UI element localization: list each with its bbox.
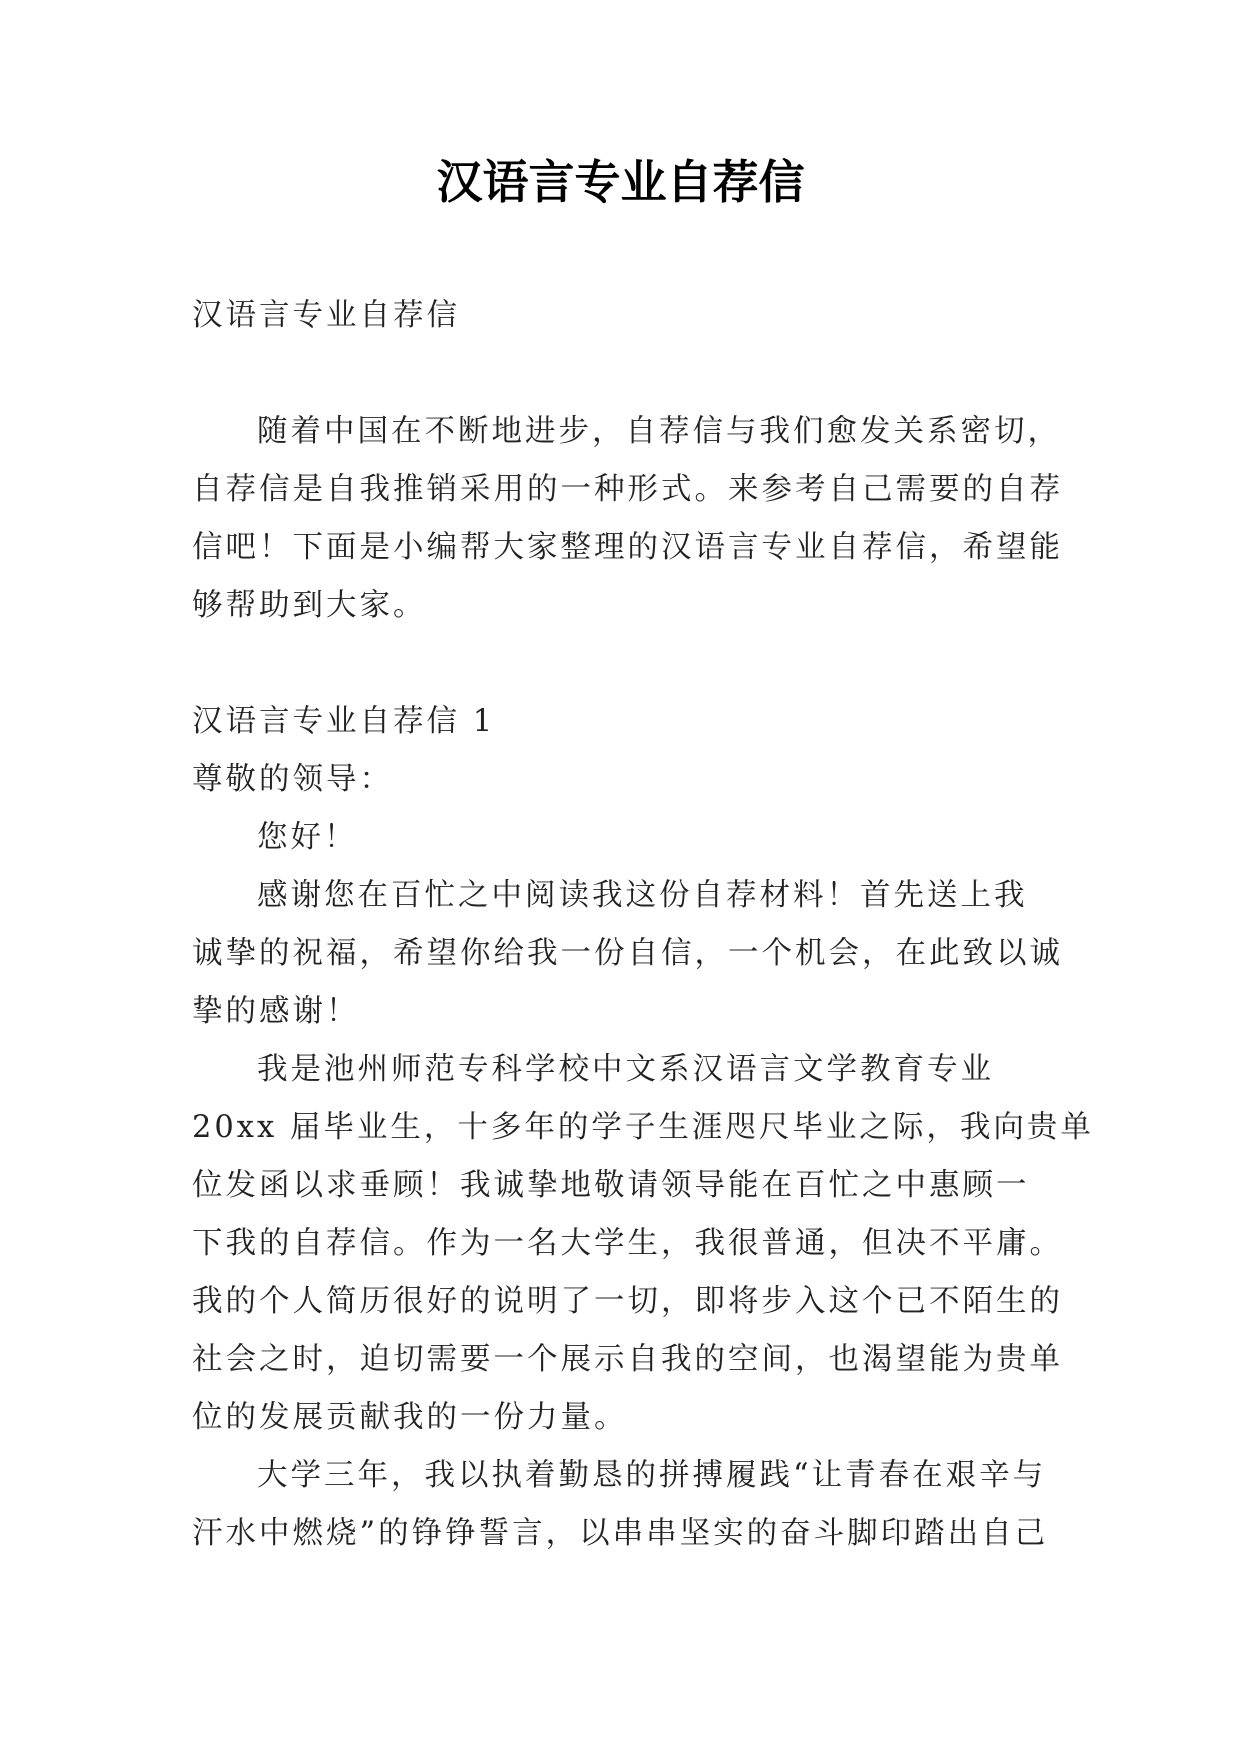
body-line: 汗水中燃烧”的铮铮誓言，以串串坚实的奋斗脚印踏出自己	[192, 1516, 1049, 1551]
section-heading: 汉语言专业自荐信 1	[192, 704, 496, 739]
intro-line: 够帮助到大家。	[192, 588, 427, 623]
salutation: 尊敬的领导：	[192, 762, 393, 797]
body-line: 社会之时，迫切需要一个展示自我的空间，也渴望能为贵单	[192, 1342, 1063, 1377]
document-subtitle: 汉语言专业自荐信	[192, 298, 460, 333]
body-line: 我是池州师范专科学校中文系汉语言文学教育专业	[257, 1052, 994, 1087]
document-title: 汉语言专业自荐信	[436, 155, 805, 209]
body-line: 位发函以求垂顾！我诚挚地敬请领导能在百忙之中惠顾一	[192, 1168, 1030, 1203]
body-line: 20xx 届毕业生，十多年的学子生涯咫尺毕业之际，我向贵单	[192, 1110, 1094, 1145]
body-line: 位的发展贡献我的一份力量。	[192, 1400, 628, 1435]
intro-line: 随着中国在不断地进步，自荐信与我们愈发关系密切，	[257, 414, 1061, 449]
body-line: 诚挚的祝福，希望你给我一份自信，一个机会，在此致以诚	[192, 936, 1063, 971]
body-line: 感谢您在百忙之中阅读我这份自荐材料！首先送上我	[257, 878, 1028, 913]
body-line: 我的个人简历很好的说明了一切，即将步入这个已不陌生的	[192, 1284, 1063, 1319]
intro-line: 自荐信是自我推销采用的一种形式。来参考自己需要的自荐	[192, 472, 1063, 507]
intro-line: 信吧！下面是小编帮大家整理的汉语言专业自荐信，希望能	[192, 530, 1063, 565]
body-line: 下我的自荐信。作为一名大学生，我很普通，但决不平庸。	[192, 1226, 1063, 1261]
body-line: 大学三年，我以执着勤恳的拼搏履践“让青春在艰辛与	[257, 1458, 1047, 1493]
greeting: 您好！	[257, 820, 358, 855]
body-line: 挚的感谢！	[192, 994, 360, 1029]
